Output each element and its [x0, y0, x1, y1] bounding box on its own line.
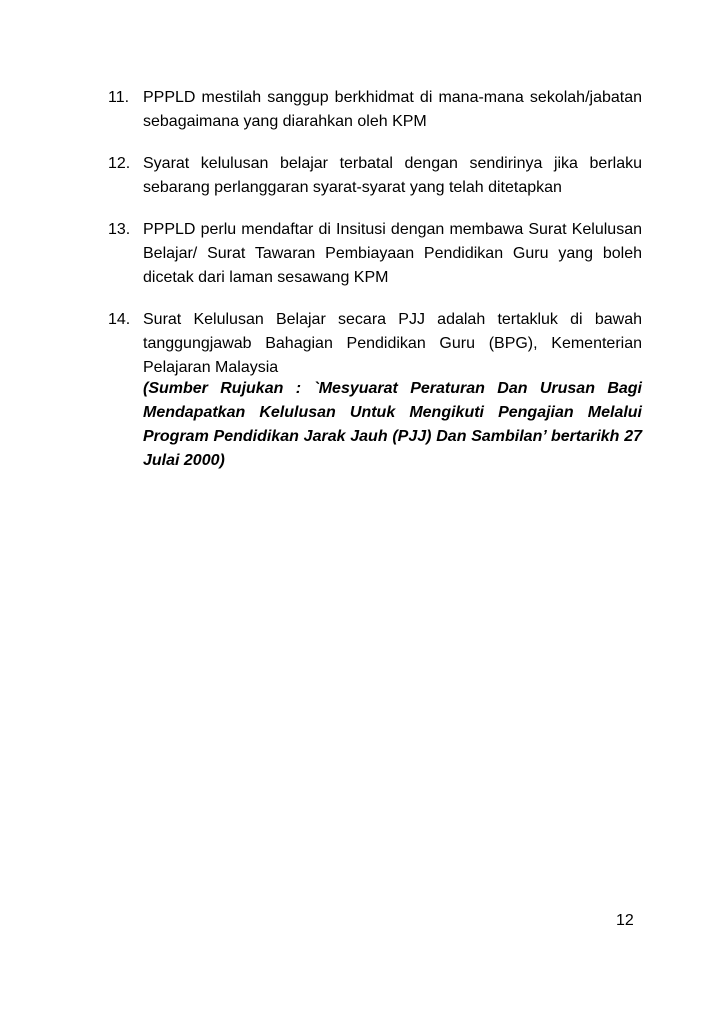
page-number: 12 — [616, 912, 634, 929]
list-item — [108, 86, 642, 134]
list-item — [108, 152, 642, 200]
list-item-text: Surat Kelulusan Belajar secara PJJ adalah tertakluk di bawah tanggungjawab Bahagian Pendidikan Guru (BPG), Kementerian Pelajaran Malaysia — [143, 311, 642, 376]
list-item-number: 13. — [108, 221, 131, 238]
list-item-number: 14. — [108, 311, 131, 328]
list-item-text: PPPLD mestilah sanggup berkhidmat di mana-mana sekolah/jabatan sebagaimana yang diarahkan oleh KPM — [143, 89, 642, 130]
list-item-number: 12. — [108, 155, 131, 172]
list-item-text: PPPLD perlu mendaftar di Insitusi dengan membawa Surat Kelulusan Belajar/ Surat Tawaran Pembiayaan Pendidikan Guru yang boleh dicetak dari laman sesawang KPM — [143, 221, 642, 286]
list-item — [108, 218, 642, 290]
reference-note: (Sumber Rujukan : `Mesyuarat Peraturan Dan Urusan Bagi Mendapatkan Kelulusan Untuk Mengikuti Pengajian Melalui Program Pendidikan Jarak Jauh (PJJ) Dan Sambilan’ bertarikh 27 Julai 2000) — [143, 380, 642, 469]
list-item-number: 11. — [108, 89, 130, 106]
numbered-list — [108, 86, 642, 398]
list-item — [108, 308, 642, 380]
list-item-text: Syarat kelulusan belajar terbatal dengan sendirinya jika berlaku sebarang perlanggaran syarat-syarat yang telah ditetapkan — [143, 155, 642, 196]
